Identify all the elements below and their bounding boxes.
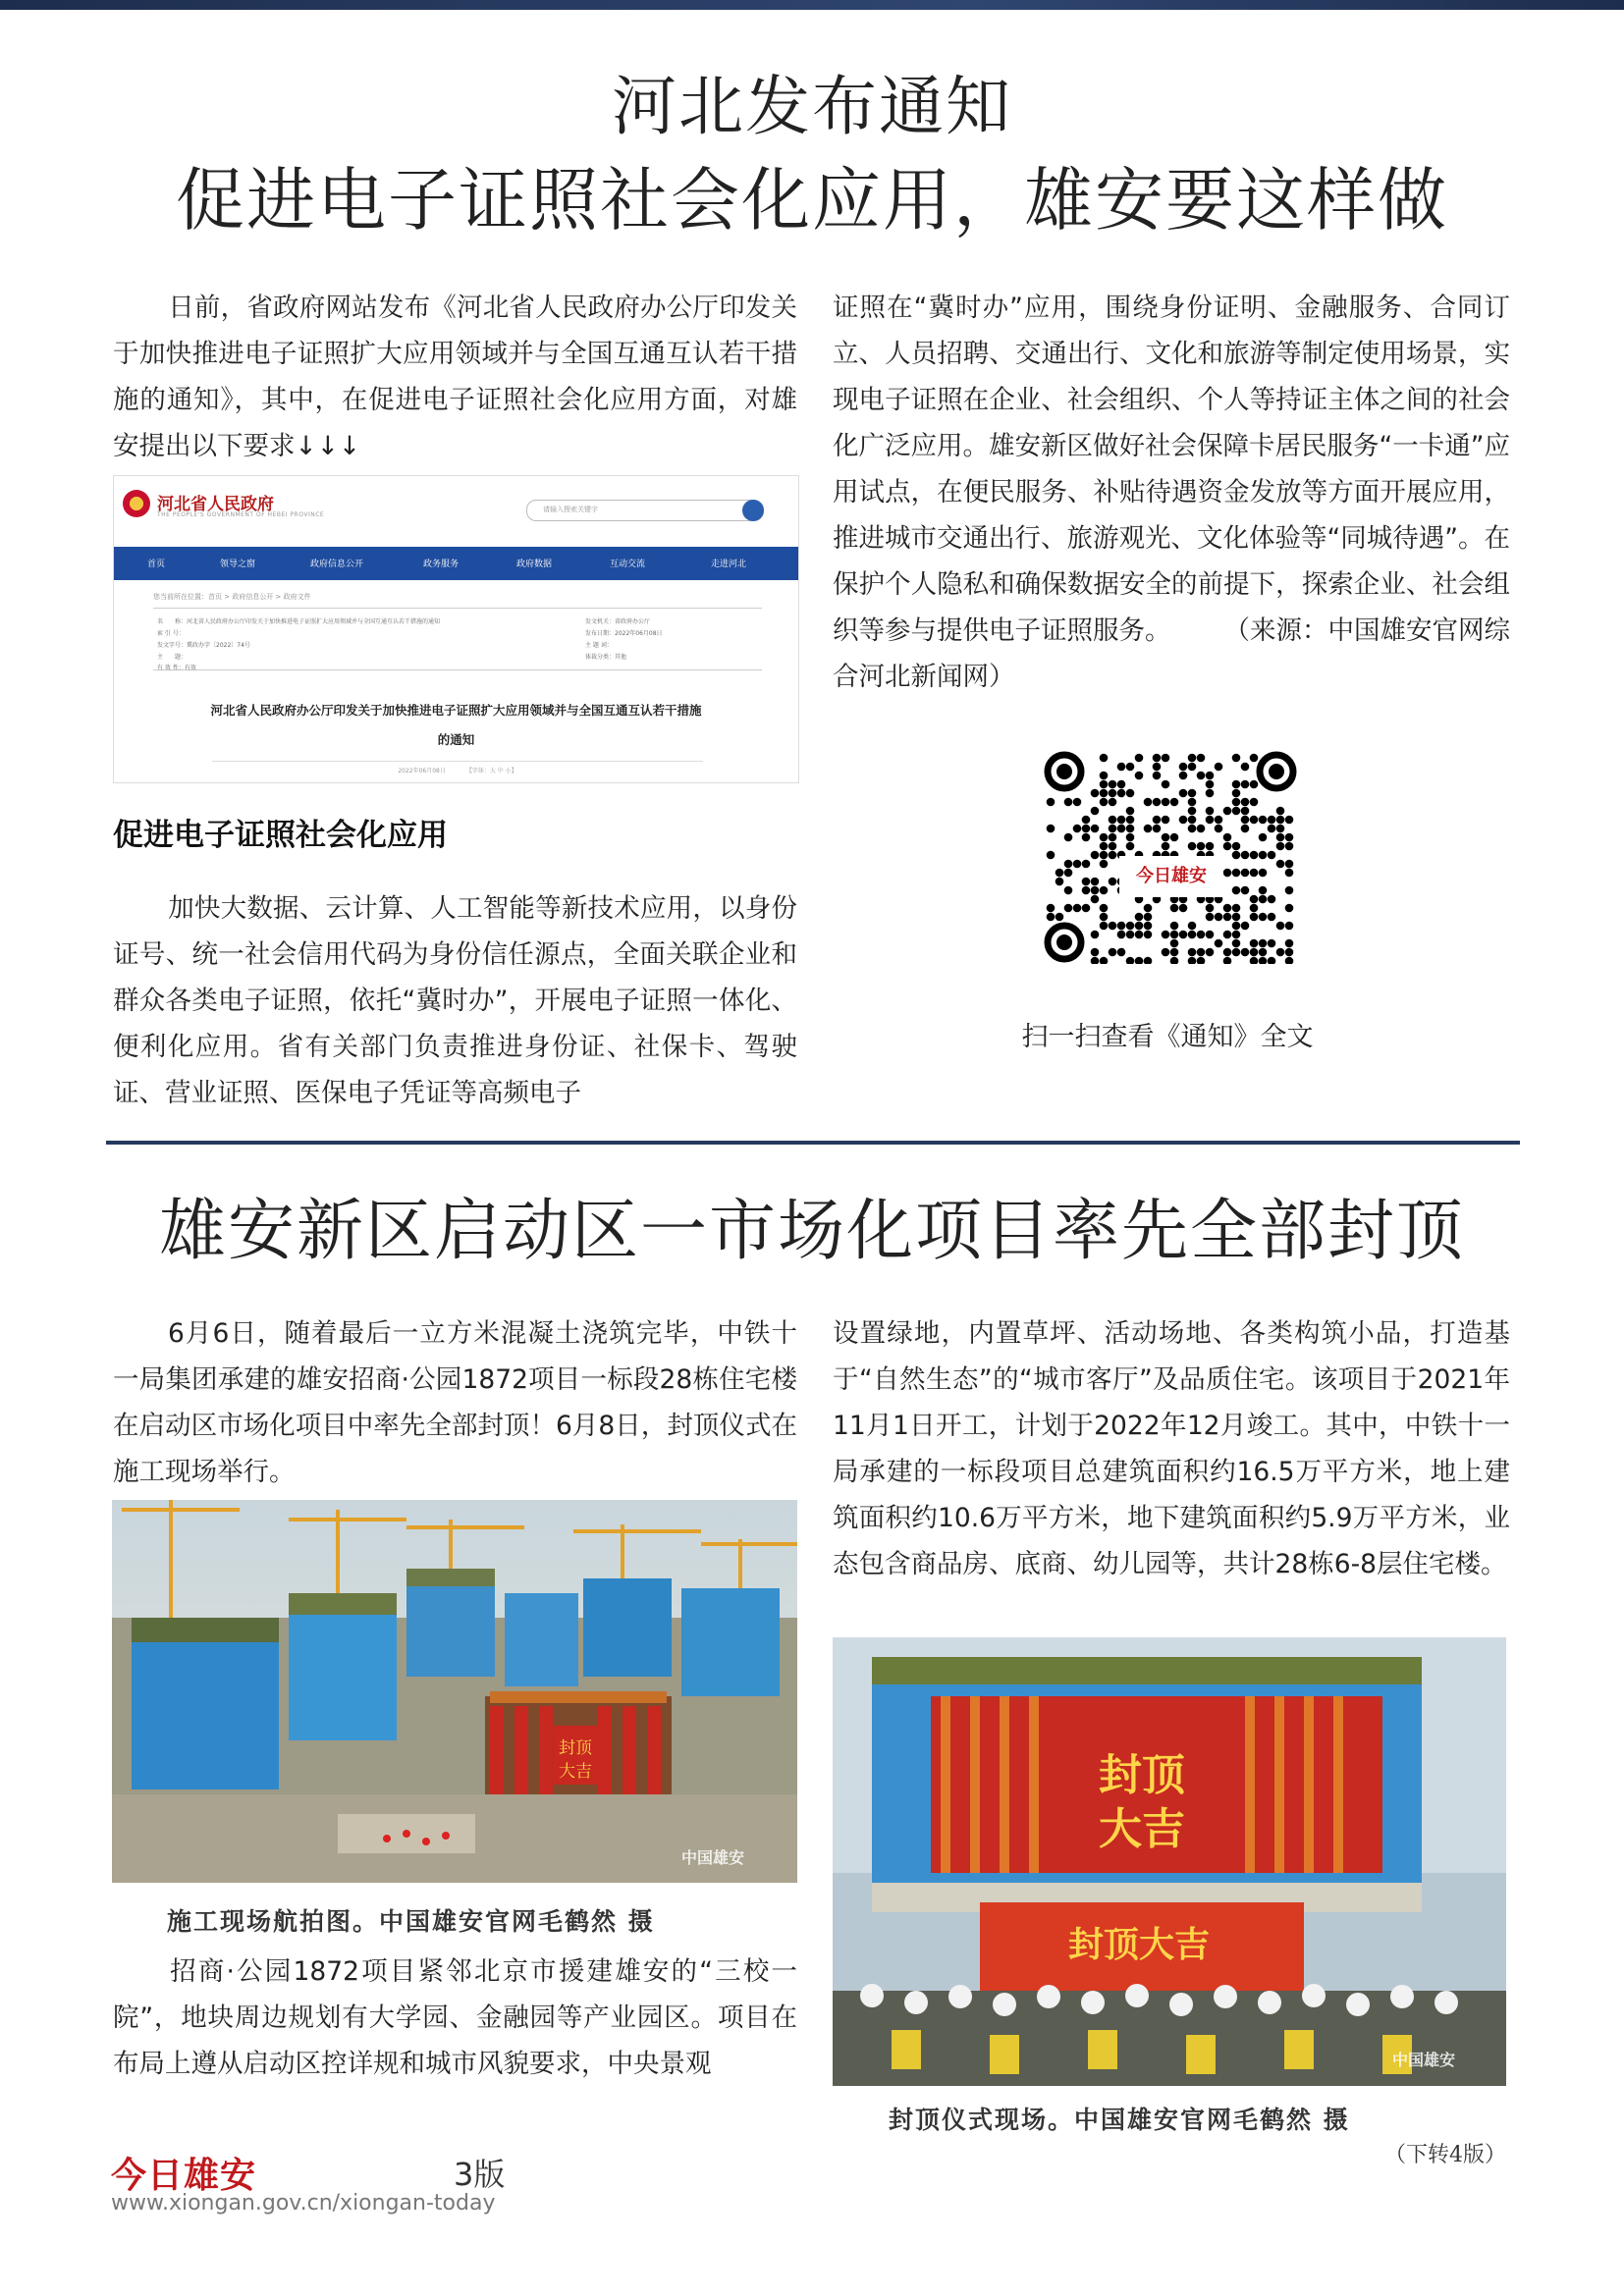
gov-doc-title: 河北省人民政府办公厅印发关于加快推进电子证照扩大应用领域并与全国互通互认若干措施 的通知 bbox=[210, 703, 702, 747]
photo-watermark: 中国雄安 bbox=[681, 1848, 745, 1867]
gov-doc-meta: 2022年06月08日 【字体：大 中 小】 bbox=[212, 761, 703, 774]
gov-info-field: 主 题： bbox=[157, 654, 188, 661]
footer-url[interactable]: www.xiongan.gov.cn/xiongan-today bbox=[111, 2191, 496, 2216]
article1-title-line2: 促进电子证照社会化应用，雄安要这样做 bbox=[176, 160, 1448, 240]
top-color-bar bbox=[0, 0, 1624, 10]
qr-center-logo: 今日雄安 bbox=[1119, 856, 1223, 897]
svg-text:封顶: 封顶 bbox=[1099, 1750, 1185, 1800]
gov-nav-item: 首页 bbox=[147, 560, 166, 569]
svg-text:封顶大吉: 封顶大吉 bbox=[1068, 1924, 1211, 1965]
article2-left-bottom: 招商·公园1872项目紧邻北京市援建雄安的“三校一院”，地块周边规划有大学园、金融园等产业园区。项目在布局上遵从启动区控详规和城市风貌要求，中央景观 bbox=[113, 1956, 797, 2079]
continued-note: （下转4版） bbox=[1384, 2143, 1506, 2167]
search-icon bbox=[742, 500, 764, 521]
article1-source: （来源：中国雄安官网综合河北新闻网） bbox=[833, 615, 1510, 692]
gov-breadcrumb: 您当前所在位置：首页 > 政府信息公开 > 政府文件 bbox=[153, 593, 311, 601]
svg-text:大吉: 大吉 bbox=[559, 1762, 592, 1782]
gov-search-box bbox=[526, 500, 764, 521]
svg-text:封顶: 封顶 bbox=[559, 1738, 592, 1758]
gov-logo-text: 河北省人民政府 bbox=[157, 495, 274, 514]
article1-title-line1: 河北发布通知 bbox=[612, 69, 1012, 144]
gov-nav-item: 互动交流 bbox=[610, 560, 646, 569]
gov-nav-item: 领导之窗 bbox=[220, 560, 256, 569]
gov-info-field: 发文机关：省政府办公厅 bbox=[585, 618, 651, 625]
article1-body-right: 证照在“冀时办”应用，围绕身份证明、金融服务、合同订立、人员招聘、交通出行、文化和旅游等制定使用场景，实现电子证照在企业、社会组织、个人等持证主体之间的社会化广泛应用。雄安新区做好社会保障卡居民服务“一卡通”应用试点，在便民服务、补贴待遇资金发放等方面开展应用，推进城市交通出行、旅游观光、文化体验等“同城待遇”。在保护个人隐私和确保数据安全的前提下，探索企业、社会组织等参与提供电子证照服务。 （来源：中国雄安官网综合河北新闻网） bbox=[833, 293, 1510, 692]
qr-caption: 扫一扫查看《通知》全文 bbox=[1021, 1022, 1314, 1052]
footer-brand: 今日雄安 bbox=[111, 2155, 257, 2196]
gov-info-field: 发布日期：2022年06月08日 bbox=[585, 630, 663, 637]
footer-page-number: 3版 bbox=[454, 2156, 506, 2193]
gov-website-screenshot bbox=[113, 475, 799, 783]
article2-right-col: 设置绿地，内置草坪、活动场地、各类构筑小品，打造基于“自然生态”的“城市客厅”及品质住宅。该项目于2021年11月1日开工，计划于2022年12月竣工。其中，中铁十一局承建的一标段项目总建筑面积约16.5万平方米，地上建筑面积约10.6万平方米，地下建筑面积约5.9万平方米，业态包含商品房、底商、幼儿园等，共计28栋6-8层住宅楼。 bbox=[833, 1318, 1510, 1579]
article1-intro: 日前，省政府网站发布《河北省人民政府办公厅印发关于加快推进电子证照扩大应用领域并与全国互通互认若干措施的通知》，其中，在促进电子证照社会化应用方面，对雄安提出以下要求↓↓↓ bbox=[113, 293, 797, 461]
gov-doc-info bbox=[153, 608, 762, 670]
svg-text:大吉: 大吉 bbox=[1099, 1804, 1185, 1854]
article1-body-left: 加快大数据、云计算、人工智能等新技术应用，以身份证号、统一社会信用代码为身份信任源点，全面关联企业和群众各类电子证照，依托“冀时办”，开展电子证照一体化、便利化应用。省有关部门负责推进身份证、社保卡、驾驶证、营业证照、医保电子凭证等高频电子 bbox=[113, 893, 797, 1108]
gov-nav-bar bbox=[114, 547, 798, 580]
gov-info-field: 主 题 词： bbox=[585, 642, 613, 649]
article1-subheading: 促进电子证照社会化应用 bbox=[113, 818, 448, 853]
gov-info-field: 索 引 号： bbox=[157, 630, 185, 637]
gov-header bbox=[114, 476, 798, 547]
gov-nav-item: 政务服务 bbox=[423, 560, 460, 569]
gov-nav-item: 政府信息公开 bbox=[310, 560, 364, 569]
photo1-caption: 施工现场航拍图。中国雄安官网毛鹤然 摄 bbox=[167, 1907, 655, 1936]
article2-title: 雄安新区启动区一市场化项目率先全部封顶 bbox=[158, 1193, 1465, 1270]
gov-nav-item: 走进河北 bbox=[711, 560, 747, 569]
gov-info-field: 体裁分类：其他 bbox=[585, 654, 627, 661]
section-divider bbox=[106, 1141, 1520, 1145]
construction-aerial-photo bbox=[112, 1500, 797, 1883]
photo2-caption: 封顶仪式现场。中国雄安官网毛鹤然 摄 bbox=[889, 2106, 1350, 2134]
gov-logo-english: THE PEOPLE'S GOVERNMENT OF HEBEI PROVINCE bbox=[157, 511, 325, 518]
gov-info-field: 名 称：河北省人民政府办公厅印发关于加快推进电子证照扩大应用领域并与全国互通互认若干措施的通知 bbox=[157, 618, 441, 625]
article2-intro: 6月6日，随着最后一立方米混凝土浇筑完毕，中铁十一局集团承建的雄安招商·公园1872项目一标段28栋住宅楼在启动区市场化项目中率先全部封顶！6月8日，封顶仪式在施工现场举行。 bbox=[113, 1318, 797, 1487]
photo-watermark: 中国雄安 bbox=[1392, 2051, 1456, 2069]
gov-info-field: 有 效 性：有效 bbox=[157, 665, 196, 671]
national-emblem-icon bbox=[123, 490, 150, 517]
gov-search-placeholder: 请输入搜索关键字 bbox=[543, 506, 598, 513]
gov-nav-item: 政府数据 bbox=[516, 560, 553, 569]
ceremony-photo bbox=[833, 1637, 1506, 2086]
gov-info-field: 发文字号：冀政办字〔2022〕74号 bbox=[157, 642, 250, 649]
